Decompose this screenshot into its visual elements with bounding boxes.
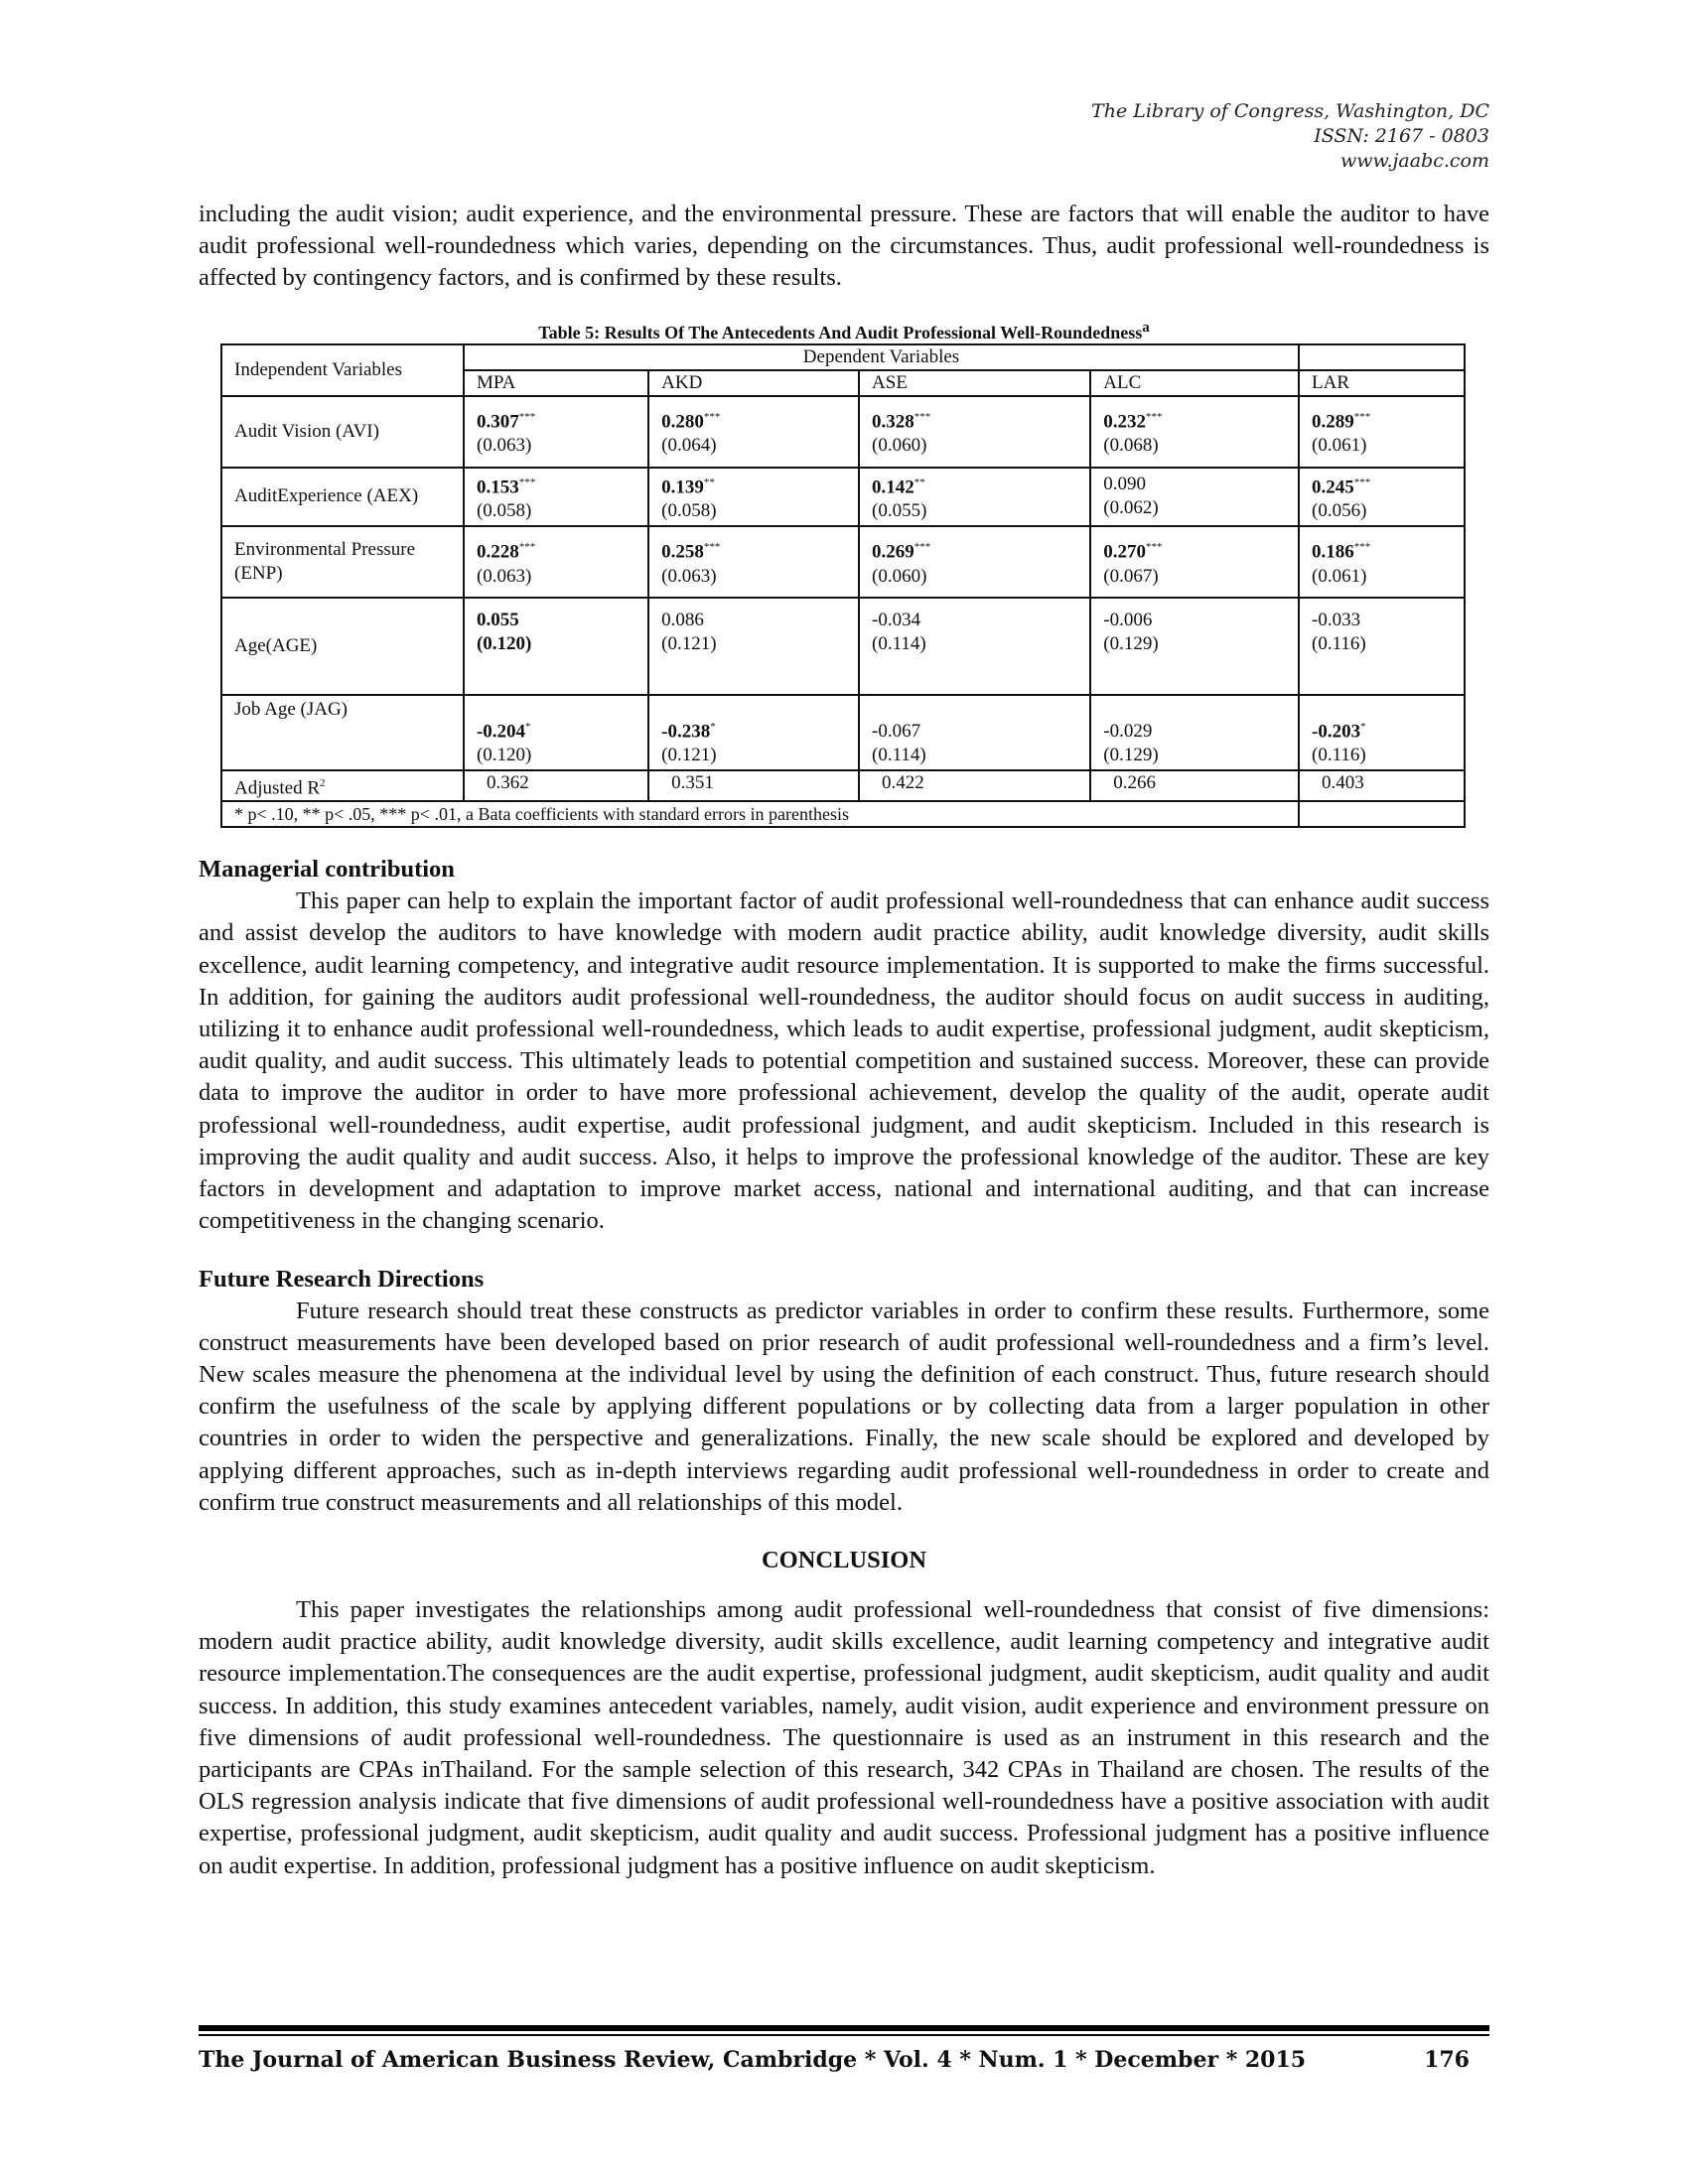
table-cell xyxy=(859,598,1090,695)
column-header-akd: AKD xyxy=(648,370,859,396)
standard-error: (0.067) xyxy=(1103,565,1159,587)
table-cell xyxy=(859,396,1090,468)
coefficient: -0.033 xyxy=(1312,609,1361,630)
significance-marker: *** xyxy=(703,541,721,554)
standard-error: (0.063) xyxy=(661,565,717,587)
table-title xyxy=(199,317,1489,343)
table-cell xyxy=(859,695,1090,770)
table-cell xyxy=(859,468,1090,526)
table-row xyxy=(221,468,1465,526)
table-cell xyxy=(648,598,859,695)
coefficient: 0.245 xyxy=(1312,476,1354,497)
managerial-contribution-text: This paper can help to explain the important factor of audit professional well-roundedness that can enhance audit success and assist develop the auditors to have knowledge with modern audit practice ability, audit knowledge diversity, audit skills excellence, audit learning competency, and integrative audit resource implementation. It is supported to make the firms successful. In addition, for gaining the auditors audit professional well-roundedness, the auditor should focus on audit success in auditing, utilizing it to enhance audit professional well-roundedness, which leads to audit expertise, professional judgment, audit skepticism, audit quality, and audit success. This ultimately leads to potential competition and sustained success. Moreover, these can provide data to improve the auditor in order to have more professional achievement, develop the quality of the audit, operate audit professional well-roundedness, audit expertise, audit professional judgment, and audit skepticism. Included in this research is improving the audit quality and audit success. Also, it helps to improve the professional knowledge of the auditor. These are key factors in development and adaptation to improve market access, national and international auditing, and that can increase competitiveness in the changing scenario. xyxy=(199,887,1489,1235)
table-cell xyxy=(464,695,648,770)
table-row xyxy=(221,396,1465,468)
row-label: Audit Vision (AVI) xyxy=(221,396,464,468)
coefficient: 0.228 xyxy=(476,541,519,563)
table-cell xyxy=(648,468,859,526)
coefficient: 0.090 xyxy=(1103,474,1147,495)
table-title-sup: a xyxy=(1142,319,1150,336)
header-line-2: ISSN: 2167 - 0803 xyxy=(1314,125,1489,147)
significance-marker: *** xyxy=(518,476,536,488)
table-cell xyxy=(464,468,648,526)
coefficient: -0.029 xyxy=(1103,720,1153,742)
running-header xyxy=(794,99,1489,174)
coefficient: 0.232 xyxy=(1103,411,1147,433)
page-content xyxy=(199,199,1489,1882)
table-title-text: Table 5: Results Of The Antecedents And Audit Professional Well-Roundedness xyxy=(538,322,1143,342)
row-label: Job Age (JAG) xyxy=(221,695,464,770)
coefficient: -0.034 xyxy=(872,609,921,630)
standard-error: (0.055) xyxy=(872,499,927,521)
adjusted-r2-value: 0.403 xyxy=(1299,770,1465,801)
standard-error: (0.063) xyxy=(476,565,532,587)
significance-marker: *** xyxy=(914,410,931,423)
table-header-row xyxy=(221,344,1465,370)
row-label: AuditExperience (AEX) xyxy=(221,468,464,526)
standard-error: (0.063) xyxy=(476,435,532,457)
coefficient: -0.067 xyxy=(872,720,921,742)
standard-error: (0.121) xyxy=(661,744,717,765)
coefficient: 0.280 xyxy=(661,411,704,433)
footer-text xyxy=(199,2046,1489,2074)
future-research-heading: Future Research Directions xyxy=(199,1265,485,1293)
page-footer xyxy=(199,2025,1489,2074)
table-cell xyxy=(1090,598,1299,695)
coefficient: 0.270 xyxy=(1103,541,1147,563)
coefficient: 0.289 xyxy=(1312,411,1354,433)
page-number: 176 xyxy=(1424,2047,1470,2073)
standard-error: (0.120) xyxy=(476,744,532,765)
row-label: Age(AGE) xyxy=(221,598,464,695)
adjusted-r2-row xyxy=(221,770,1465,801)
conclusion-text: This paper investigates the relationships among audit professional well-roundedness that consist of five dimensions: modern audit practice ability, audit knowledge diversity, audit skills excellence, audit learning competency and integrative audit resource implementation.The consequences are the audit expertise, professional judgment, audit skepticism, audit quality and audit success. In addition, this study examines antecedent variables, namely, audit vision, audit experience and environment pressure on five dimensions of audit professional well-roundedness. The questionnaire is used as an instrument in this research and the participants are CPAs inThailand. For the sample selection of this research, 342 CPAs in Thailand are chosen. The results of the OLS regression analysis indicate that five dimensions of audit professional well-roundedness have a positive association with audit expertise, professional judgment, audit skepticism, audit quality and audit success. Professional judgment has a positive influence on audit expertise. In addition, professional judgment has a positive influence on audit skepticism. xyxy=(199,1595,1489,1879)
standard-error: (0.061) xyxy=(1312,565,1367,587)
table-row xyxy=(221,598,1465,695)
table-cell xyxy=(859,526,1090,598)
standard-error: (0.058) xyxy=(476,499,532,521)
table-cell xyxy=(1299,695,1465,770)
standard-error: (0.064) xyxy=(661,435,717,457)
coefficient: -0.238 xyxy=(661,720,711,742)
significance-marker: *** xyxy=(518,541,536,554)
table-cell xyxy=(648,695,859,770)
table-cell xyxy=(1090,396,1299,468)
significance-marker: *** xyxy=(518,410,536,423)
adjusted-r2-value: 0.422 xyxy=(859,770,1090,801)
significance-marker: *** xyxy=(914,541,931,554)
column-header-ase: ASE xyxy=(859,370,1090,396)
standard-error: (0.062) xyxy=(1103,497,1159,519)
adjusted-r2-value: 0.351 xyxy=(648,770,859,801)
standard-error: (0.114) xyxy=(872,632,926,654)
standard-error: (0.061) xyxy=(1312,435,1367,457)
standard-error: (0.060) xyxy=(872,565,927,587)
coefficient: 0.055 xyxy=(476,609,519,630)
footer-journal: The Journal of American Business Review, Cambridge * Vol. 4 * Num. 1 * December * 2015 xyxy=(199,2047,1307,2073)
table-cell xyxy=(648,526,859,598)
coefficient: 0.328 xyxy=(872,411,914,433)
significance-marker: ** xyxy=(703,476,715,488)
table-cell xyxy=(1299,526,1465,598)
standard-error: (0.116) xyxy=(1312,744,1366,765)
standard-error: (0.058) xyxy=(661,499,717,521)
significance-marker: *** xyxy=(1353,410,1371,423)
managerial-contribution-heading: Managerial contribution xyxy=(199,856,455,884)
standard-error: (0.129) xyxy=(1103,744,1159,765)
significance-marker: * xyxy=(710,720,716,733)
blank-note-cell xyxy=(1299,801,1465,827)
table-cell xyxy=(464,396,648,468)
standard-error: (0.116) xyxy=(1312,632,1366,654)
conclusion-heading: CONCLUSION xyxy=(761,1546,927,1573)
table-cell xyxy=(1299,468,1465,526)
significance-marker: *** xyxy=(703,410,721,423)
standard-error: (0.120) xyxy=(476,632,532,654)
coefficient: 0.086 xyxy=(661,609,704,630)
significance-marker: * xyxy=(1360,720,1366,733)
standard-error: (0.129) xyxy=(1103,632,1159,654)
standard-error: (0.121) xyxy=(661,632,717,654)
table-row xyxy=(221,695,1465,770)
significance-marker: *** xyxy=(1146,541,1163,554)
significance-marker: *** xyxy=(1353,476,1371,488)
significance-marker: *** xyxy=(1353,541,1371,554)
standard-error: (0.060) xyxy=(872,435,927,457)
table-cell xyxy=(1299,598,1465,695)
adjusted-r2-label-text: Adjusted R xyxy=(234,777,321,799)
coefficient: 0.258 xyxy=(661,541,704,563)
standard-error: (0.068) xyxy=(1103,435,1159,457)
future-research-text: Future research should treat these constructs as predictor variables in order to confirm these results. Furthermore, some construct measurements have been developed based on prior research of audit professional well-roundedness and a firm’s level. New scales measure the phenomena at the individual level by using the definition of each construct. Thus, future research should confirm the usefulness of the scale by applying different populations or by collecting data from a larger population in other countries in order to widen the perspective and generalizations. Finally, the new scale should be explored and developed by applying different approaches, such as in-depth interviews regarding audit professional well-roundedness in order to create and confirm true construct measurements and all relationships of this model. xyxy=(199,1297,1489,1516)
coefficient: 0.307 xyxy=(476,411,519,433)
footer-rule-thick xyxy=(199,2025,1489,2031)
independent-variables-header: Independent Variables xyxy=(221,344,464,396)
coefficient: 0.269 xyxy=(872,541,914,563)
coefficient: -0.006 xyxy=(1103,609,1153,630)
table-cell xyxy=(1090,526,1299,598)
coefficient: -0.203 xyxy=(1312,720,1361,742)
column-header-alc: ALC xyxy=(1090,370,1299,396)
adjusted-r2-value: 0.362 xyxy=(464,770,648,801)
results-table xyxy=(220,343,1466,829)
table-cell xyxy=(464,598,648,695)
adjusted-r2-label xyxy=(221,770,464,801)
column-header-mpa: MPA xyxy=(464,370,648,396)
table-row xyxy=(221,526,1465,598)
coefficient: 0.186 xyxy=(1312,541,1354,563)
dependent-variables-header: Dependent Variables xyxy=(464,344,1299,370)
adjusted-r2-value: 0.266 xyxy=(1090,770,1299,801)
coefficient: 0.139 xyxy=(661,476,704,497)
coefficient: 0.142 xyxy=(872,476,914,497)
row-label: Environmental Pressure (ENP) xyxy=(221,526,464,598)
adjusted-r2-sup: 2 xyxy=(320,776,326,789)
table-cell xyxy=(1090,468,1299,526)
coefficient: -0.204 xyxy=(476,720,526,742)
table-cell xyxy=(464,526,648,598)
significance-marker: *** xyxy=(1146,410,1163,423)
coefficient: 0.153 xyxy=(476,476,519,497)
blank-header-cell xyxy=(1299,344,1465,370)
table-cell xyxy=(648,396,859,468)
table-note: * p< .10, ** p< .05, *** p< .01, a Bata coefficients with standard errors in parenthesis xyxy=(221,801,1299,827)
table-note-row xyxy=(221,801,1465,827)
table-cell xyxy=(1299,396,1465,468)
intro-paragraph: including the audit vision; audit experience, and the environmental pressure. These are factors that will enable the auditor to have audit professional well-roundedness which varies, depending on the circumstances. Thus, audit professional well-roundedness is affected by contingency factors, and is confirmed by these results. xyxy=(199,201,1489,292)
column-header-lar: LAR xyxy=(1299,370,1465,396)
standard-error: (0.114) xyxy=(872,744,926,765)
footer-rule-thin xyxy=(199,2034,1489,2036)
header-line-1: The Library of Congress, Washington, DC xyxy=(1091,100,1489,122)
significance-marker: ** xyxy=(914,476,925,488)
header-line-3: www.jaabc.com xyxy=(1339,150,1489,172)
standard-error: (0.056) xyxy=(1312,499,1367,521)
table-cell xyxy=(1090,695,1299,770)
significance-marker: * xyxy=(525,720,531,733)
